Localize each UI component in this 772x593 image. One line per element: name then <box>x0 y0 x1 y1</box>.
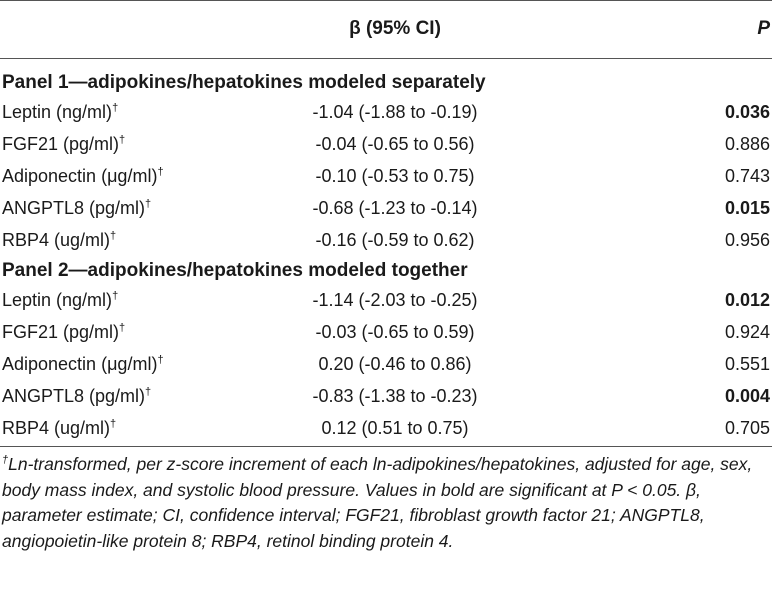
dagger-mark: † <box>119 322 126 334</box>
row-ci: -0.10 (-0.53 to 0.75) <box>315 166 475 186</box>
row-ci: -0.68 (-1.23 to -0.14) <box>312 198 478 218</box>
row-ci: -1.14 (-2.03 to -0.25) <box>312 290 478 310</box>
table-row <box>0 160 772 192</box>
dagger-mark: † <box>145 198 152 210</box>
dagger-mark: † <box>157 354 164 366</box>
row-ci: -0.16 (-0.59 to 0.62) <box>315 230 475 250</box>
row-label: FGF21 (pg/ml)† <box>2 322 126 342</box>
panel-1-title: Panel 1—adipokines/hepatokines modeled separately <box>2 72 486 93</box>
dagger-mark: † <box>110 418 117 430</box>
header-beta-ci: β (95% CI) <box>349 18 441 39</box>
row-label: RBP4 (ug/ml)† <box>2 418 117 438</box>
table-row <box>0 224 772 256</box>
dagger-mark: † <box>112 290 119 302</box>
row-ci: -0.83 (-1.38 to -0.23) <box>312 386 478 406</box>
row-label: Adiponectin (μg/ml)† <box>2 354 164 374</box>
panel-2-title: Panel 2—adipokines/hepatokines modeled together <box>2 260 468 281</box>
table-row <box>0 192 772 224</box>
row-p-value: 0.004 <box>724 386 770 406</box>
row-label: Leptin (ng/ml)† <box>2 290 119 310</box>
dagger-mark: † <box>112 102 119 114</box>
row-label: RBP4 (ug/ml)† <box>2 230 117 250</box>
dagger-mark: † <box>110 230 117 242</box>
table-row <box>0 96 772 128</box>
row-label: FGF21 (pg/ml)† <box>2 134 126 154</box>
row-ci: 0.12 (0.51 to 0.75) <box>321 418 469 438</box>
row-p-value: 0.012 <box>724 290 770 310</box>
row-ci: -0.04 (-0.65 to 0.56) <box>315 134 475 154</box>
row-p-value: 0.015 <box>724 198 770 218</box>
row-ci: -0.03 (-0.65 to 0.59) <box>315 322 475 342</box>
table-footnote <box>2 452 768 554</box>
table-row <box>0 284 772 316</box>
table-row <box>0 316 772 348</box>
row-label: Leptin (ng/ml)† <box>2 102 119 122</box>
row-label: ANGPTL8 (pg/ml)† <box>2 198 152 218</box>
row-p-value: 0.551 <box>724 354 770 374</box>
footnote-dagger-mark: † <box>2 454 9 467</box>
table-row <box>0 380 772 412</box>
footnote-text: Ln-transformed, per z-score increment of each ln-adipokines/hepatokines, adjusted for age, sex, body mass index, and systolic blood pressure. Values in bold are significant at P < 0.05. β, parameter estimate; CI, confidence interval; FGF21, fibroblast growth factor 21; ANGPTL8, angiopoietin-like protein 8; RBP4, retinol binding protein 4. <box>2 454 753 551</box>
bottom-rule <box>0 446 772 447</box>
table-row <box>0 348 772 380</box>
dagger-mark: † <box>119 134 126 146</box>
header-p-value: P <box>757 18 770 39</box>
row-label: Adiponectin (μg/ml)† <box>2 166 164 186</box>
table-header <box>0 0 772 58</box>
row-ci: 0.20 (-0.46 to 0.86) <box>318 354 472 374</box>
row-p-value: 0.886 <box>724 134 770 154</box>
dagger-mark: † <box>145 386 152 398</box>
row-p-value: 0.705 <box>724 418 770 438</box>
row-ci: -1.04 (-1.88 to -0.19) <box>312 102 478 122</box>
row-p-value: 0.924 <box>724 322 770 342</box>
row-p-value: 0.956 <box>724 230 770 250</box>
table-row <box>0 412 772 444</box>
header-rule <box>0 58 772 59</box>
row-p-value: 0.036 <box>724 102 770 122</box>
row-p-value: 0.743 <box>724 166 770 186</box>
row-label: ANGPTL8 (pg/ml)† <box>2 386 152 406</box>
dagger-mark: † <box>157 166 164 178</box>
table-row <box>0 128 772 160</box>
